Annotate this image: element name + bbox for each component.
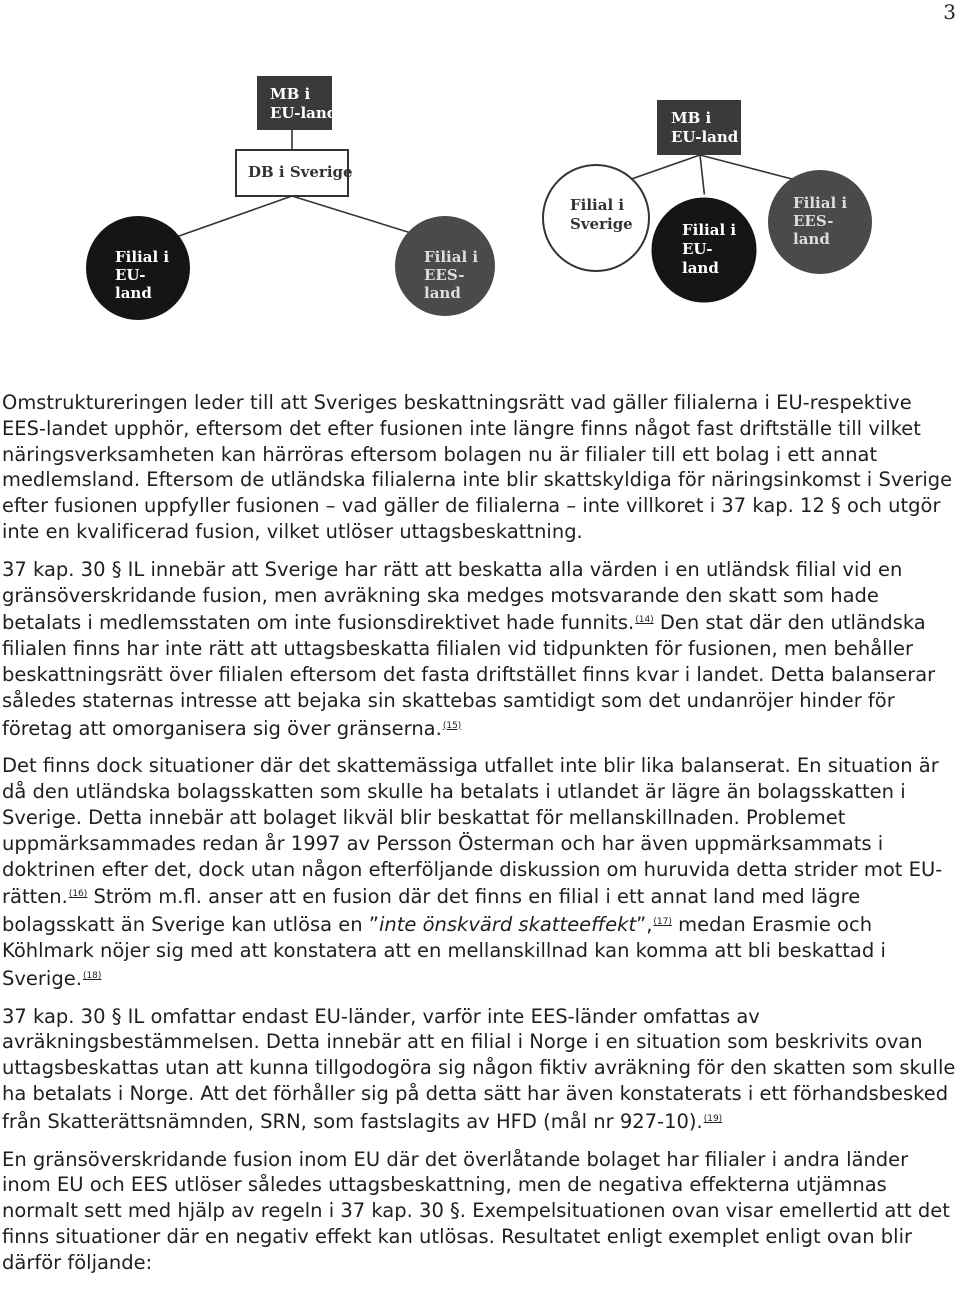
filial-eu-left-line3: land [115, 284, 152, 302]
connector-mb-filial-eu-right [700, 155, 705, 200]
paragraph-2-part-b: Den stat där den utländska filialen finns har inte rätt att uttagsbeskatta filialen vid tidpunkten för fusionen, men behåller beskattningsrätt över filialen eftersom det fasta driftstället finns kvar i landet. Detta balanserar således staternas intresse att bejaka sin skattebas samtidigt som det undanröjer hinder för företag att omorganisera sig över gränserna. [2, 611, 936, 740]
paragraph-3-part-c: ”, [636, 913, 653, 937]
filial-sverige-line2: Sverige [570, 215, 633, 233]
filial-ees-left-line1: Filial i [424, 248, 479, 266]
page-number: 3 [943, 0, 956, 24]
paragraph-2 [2, 557, 960, 742]
paragraph-3-italic-quote: inte önskvärd skatteeffekt [378, 913, 637, 937]
filial-ees-right-line3: land [793, 230, 830, 248]
footnote-14-link[interactable]: (14) [635, 615, 654, 626]
filial-eu-right-line2: EU- [682, 240, 713, 258]
mb-right-line1: MB i [671, 109, 712, 127]
footnote-19-link[interactable]: (19) [703, 1113, 723, 1124]
filial-eu-right-line3: land [682, 259, 719, 277]
filial-ees-left-line2: EES- [424, 266, 465, 284]
mb-right-line2: EU-land [671, 128, 739, 146]
paragraph-3 [2, 753, 960, 991]
paragraph-5: En gränsöverskridande fusion inom EU där det överlåtande bolaget har filialer i andra länder inom EU och EES utlöser således uttagsbeskattning, men de negativa effekterna utjämnas normalt sett med hjälp av regeln i 37 kap. 30 §. Exempelsituationen ovan visar emellertid att det finns situationer där en negativ effekt kan utlösas. Resultatet enligt exemplet enligt ovan blir därför följande: [2, 1147, 950, 1274]
document-body [2, 390, 960, 1288]
filial-ees-left-line3: land [424, 284, 461, 302]
footnote-18-link[interactable]: (18) [82, 970, 102, 981]
connector-db-filial-eu-left [162, 196, 292, 242]
filial-sverige-line1: Filial i [570, 196, 625, 214]
filial-eu-left-line1: Filial i [115, 248, 170, 266]
ownership-diagram [0, 0, 960, 380]
paragraph-4 [2, 1004, 960, 1135]
mb-left-line1: MB i [270, 85, 311, 103]
footnote-16-link[interactable]: (16) [68, 889, 88, 900]
filial-eu-right-line1: Filial i [682, 221, 737, 239]
paragraph-2-part-a: 37 kap. 30 § IL innebär att Sverige har rätt att beskatta alla värden i en utländsk filial vid en gränsöverskridande fusion, men avräkning ska medges motsvarande den skatt som hade betalats i medlemsstaten om inte fusionsdirektivet hade funnits. [2, 557, 903, 635]
db-sverige-label: DB i Sverige [248, 163, 353, 181]
paragraph-3-part-d: medan Erasmie och Köhlmark nöjer sig med att konstatera att en mellanskillnad kan komma att bli beskattad i Sverige. [2, 913, 886, 990]
footnote-15-link[interactable]: (15) [442, 720, 462, 731]
paragraph-1: Omstruktureringen leder till att Sveriges beskattningsrätt vad gäller filialerna i EU-respektive EES-landet upphör, eftersom det efter fusionen inte längre finns något fast driftställe till vilket näringsverksamheten kan härröras eftersom bolagen nu är filialer till ett bolag i ett annat medlemsland. Eftersom de utländska filialerna inte blir skattskyldiga för näringsinkomst i Sverige efter fusionen uppfyller fusionen – vad gäller de filialerna – inte villkoret i 37 kap. 12 § och utgör inte en kvalificerad fusion, vilket utlöser uttagsbeskattning. [2, 391, 953, 543]
paragraph-3-part-b: Ström m.fl. anser att en fusion där det finns en filial i ett annat land med lägre bolagsskatt än Sverige kan utlösa en ” [2, 885, 861, 937]
filial-eu-left-line2: EU- [115, 266, 146, 284]
footnote-17-link[interactable]: (17) [653, 917, 672, 928]
paragraph-4-text: 37 kap. 30 § IL omfattar endast EU-länder, varför inte EES-länder omfattas av avräkningsbestämmelsen. Detta innebär att en filial i Norge i en situation som beskrivits ovan uttagsbeskattas utan att kunna tillgodogöra sig någon fiktiv avräkning för den skatten som skulle ha betalats i Norge. Att det förhåller sig på detta sätt har även konstaterats i ett förhandsbesked från Skatterättsnämnden, SRN, som fastslagits av HFD (mål nr 927-10). [2, 1004, 956, 1133]
paragraph-3-part-a: Det finns dock situationer där det skattemässiga utfallet inte blir lika balanserat. En situation är då den utländska bolagsskatten som skulle ha betalats i utlandet är lägre än bolagsskatten i Sverige. Detta innebär att bolaget likväl blir beskattat för mellanskillnaden. Problemet uppmärksammades redan år 1997 av Persson Österman och har även uppmärksammats i doktrinen efter det, dock utan någon efterföljande diskussion om huruvida detta strider mot EU-rätten. [2, 754, 943, 909]
filial-ees-right-line1: Filial i [793, 194, 848, 212]
mb-left-line2: EU-land [270, 104, 338, 122]
filial-ees-right-line2: EES- [793, 212, 834, 230]
